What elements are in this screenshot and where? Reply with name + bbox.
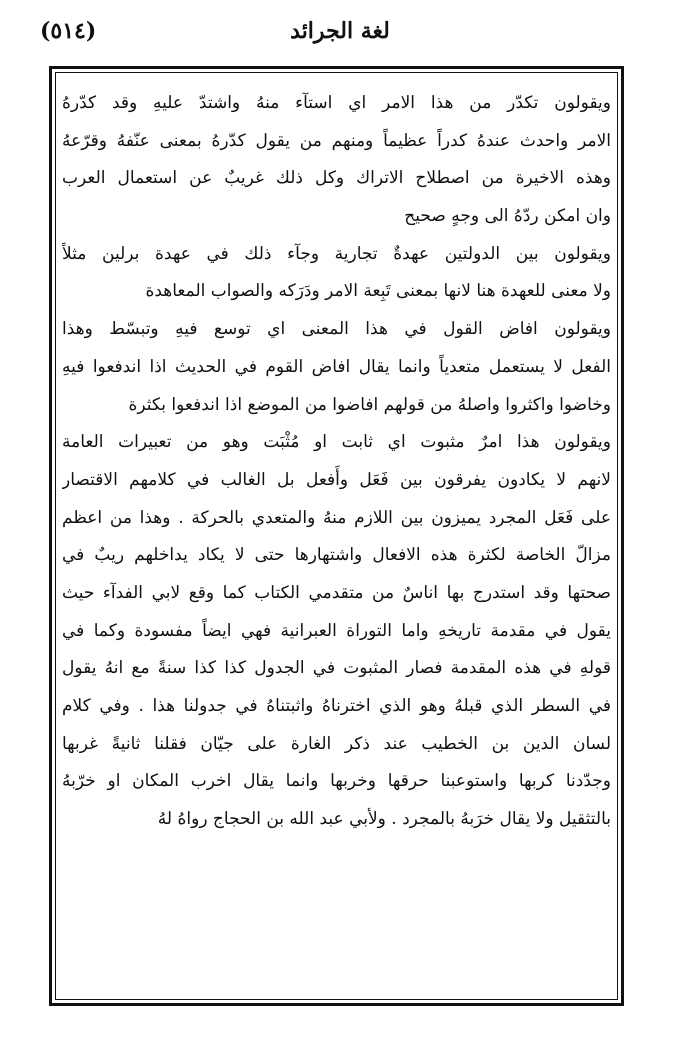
text-line: ويقولون هذا امرٌ مثبوت اي ثابت او مُثْبَت وهو من تعبيرات العامة [62, 432, 611, 453]
text-line: صحتها وقد استدرج بها اناسٌ من متقدمي الكتاب كما وقع لابي الفدآء حيث [62, 582, 611, 603]
text-line: ولا معنى للعهدة هنا لانها بمعنى تَبِعة الامر ودَرَكه والصواب المعاهدة [145, 281, 611, 302]
text-line: لانهم لا يكادون يفرقون بين فَعَل وأَفعل بل الغالب في كلامهم الاقتصار [62, 469, 611, 490]
text-line: وهذه الاخيرة من اصطلاح الاتراك وكل ذلك غريبٌ عن استعمال العرب [62, 168, 611, 189]
page-header [40, 18, 640, 58]
text-line: لسان الدين بن الخطيب عند ذكر الغارة على جيّان فقلنا ثانيةً غربها [62, 733, 611, 754]
running-title: لغة الجرائد [290, 18, 390, 44]
text-line: وان امكن ردّهُ الى وجهٍ صحيح [404, 206, 611, 227]
body-text [62, 85, 611, 839]
page-number: (٥١٤) [40, 18, 97, 44]
text-line: بالتثقيل ولا يقال خرَبهُ بالمجرد . ولأبي عبد الله بن الحجاج رواهُ لهُ [157, 809, 611, 830]
text-line: ويقولون بين الدولتين عهدةٌ تجارية وجآء ذلك في عهدة برلين مثلاً [62, 243, 611, 264]
text-line: على فَعَل المجرد يميزون بين اللازم منهُ والمتعدي بالحركة . وهذا من اعظم [62, 507, 611, 528]
text-line: الفعل لا يستعمل متعدياً وانما يقال افاض القوم في الحديث اذا اندفعوا فيهِ [62, 356, 611, 377]
text-line: يقول في مقدمة تاريخهِ واما التوراة العبرانية فهي ايضاً مفسودة وكما في [62, 620, 611, 641]
text-frame [49, 66, 624, 1006]
text-line: وجدّدنا كربها واستوعبنا حرقها وخربها وانما يقال اخرب المكان او خرّبهُ [62, 771, 611, 792]
text-line: مزالّ الخاصة لكثرة هذه الافعال واشتهارها حتى لا يكاد يداخلهم ريبٌ في [62, 545, 611, 566]
text-line: قولهِ في هذه المقدمة فصار المثبوت في الجدول كذا كذا سنةً مع انهُ يقول [62, 658, 611, 679]
text-line: في السطر الذي قبلهُ وهو الذي اخترناهُ واثبتناهُ في جدولنا هذا . وفي كلام [62, 696, 611, 716]
text-line: ويقولون تكدّر من هذا الامر اي استآء منهُ واشتدّ عليهِ وقد كدّرهُ [62, 93, 611, 113]
text-line: وخاضوا واكثروا واصلهُ من قولهم افاضوا من الموضع اذا اندفعوا بكثرة [128, 394, 611, 415]
text-line: الامر واحدث عندهُ كدراً عظيماً ومنهم من يقول كدّرهُ بمعنى عنّفهُ وقرّعهُ [62, 130, 611, 151]
text-line: ويقولون افاض القول في هذا المعنى اي توسع فيهِ وتبسّط وهذا [62, 319, 611, 340]
